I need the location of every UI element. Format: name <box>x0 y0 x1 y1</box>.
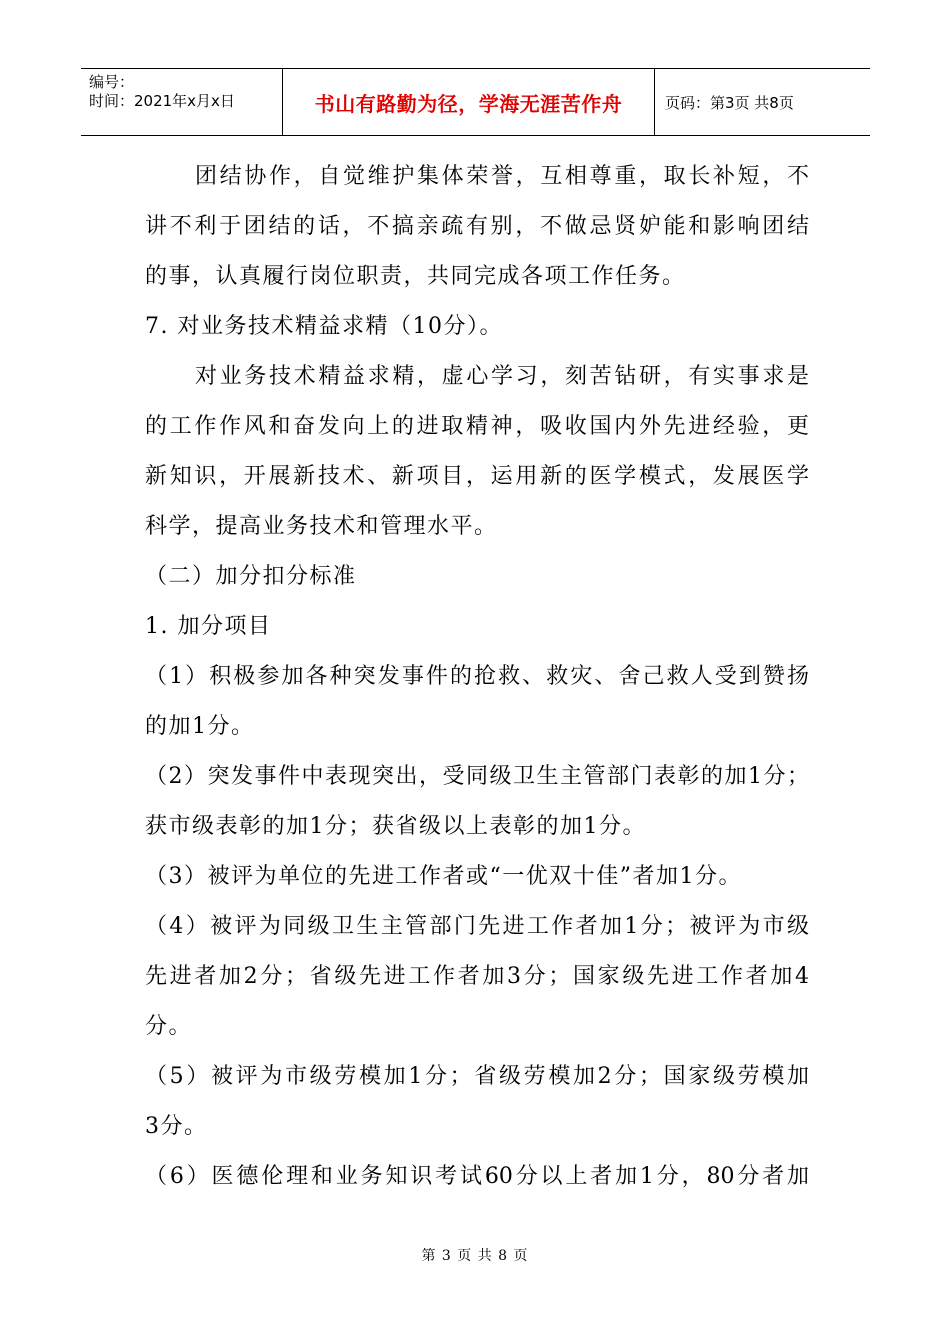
text-line: 先进者加2分；省级先进工作者加3分；国家级先进工作者加4 <box>145 964 809 989</box>
list-item: （5）被评为市级劳模加1分；省级劳模加2分；国家级劳模加 <box>145 1064 809 1089</box>
text-line: 的事，认真履行岗位职责，共同完成各项工作任务。 <box>145 264 686 289</box>
page-info: 页码：第3页 共8页 <box>665 93 794 112</box>
section-heading: （二）加分扣分标准 <box>145 564 357 589</box>
list-item: （4）被评为同级卫生主管部门先进工作者加1分；被评为市级 <box>145 914 809 939</box>
text-line: 的加1分。 <box>145 714 255 739</box>
header-table <box>81 68 870 136</box>
text-line: 获市级表彰的加1分；获省级以上表彰的加1分。 <box>145 814 646 839</box>
number-label: 编号： <box>89 73 135 91</box>
list-item: （6）医德伦理和业务知识考试60分以上者加1分，80分者加 <box>145 1164 809 1189</box>
time-label: 时间：2021年x月x日 <box>89 92 235 110</box>
text-line: 新知识，开展新技术、新项目，运用新的医学模式，发展医学 <box>145 464 809 489</box>
header-divider <box>654 69 655 135</box>
header-left-cell <box>89 73 235 111</box>
text-line: 3分。 <box>145 1114 208 1139</box>
text-line: 团结协作，自觉维护集体荣誉，互相尊重，取长补短，不 <box>195 164 809 189</box>
list-item: （2）突发事件中表现突出，受同级卫生主管部门表彰的加1分； <box>145 764 809 789</box>
page-footer: 第 3 页 共 8 页 <box>421 1248 529 1264</box>
section-heading: 7. 对业务技术精益求精（10分）。 <box>145 314 503 339</box>
text-line: 分。 <box>145 1014 193 1039</box>
list-item: （3）被评为单位的先进工作者或“一优双十佳”者加1分。 <box>145 864 742 889</box>
text-line: 讲不利于团结的话，不搞亲疏有别，不做忌贤妒能和影响团结 <box>145 214 809 239</box>
text-line: 科学，提高业务技术和管理水平。 <box>145 514 498 539</box>
text-line: 对业务技术精益求精，虚心学习，刻苦钻研，有实事求是 <box>195 364 809 389</box>
text-line: 的工作作风和奋发向上的进取精神，吸收国内外先进经验，更 <box>145 414 809 439</box>
section-heading: 1. 加分项目 <box>145 614 272 639</box>
motto: 书山有路勤为径，学海无涯苦作舟 <box>314 91 623 116</box>
list-item: （1）积极参加各种突发事件的抢救、救灾、舍己救人受到赞扬 <box>145 664 809 689</box>
